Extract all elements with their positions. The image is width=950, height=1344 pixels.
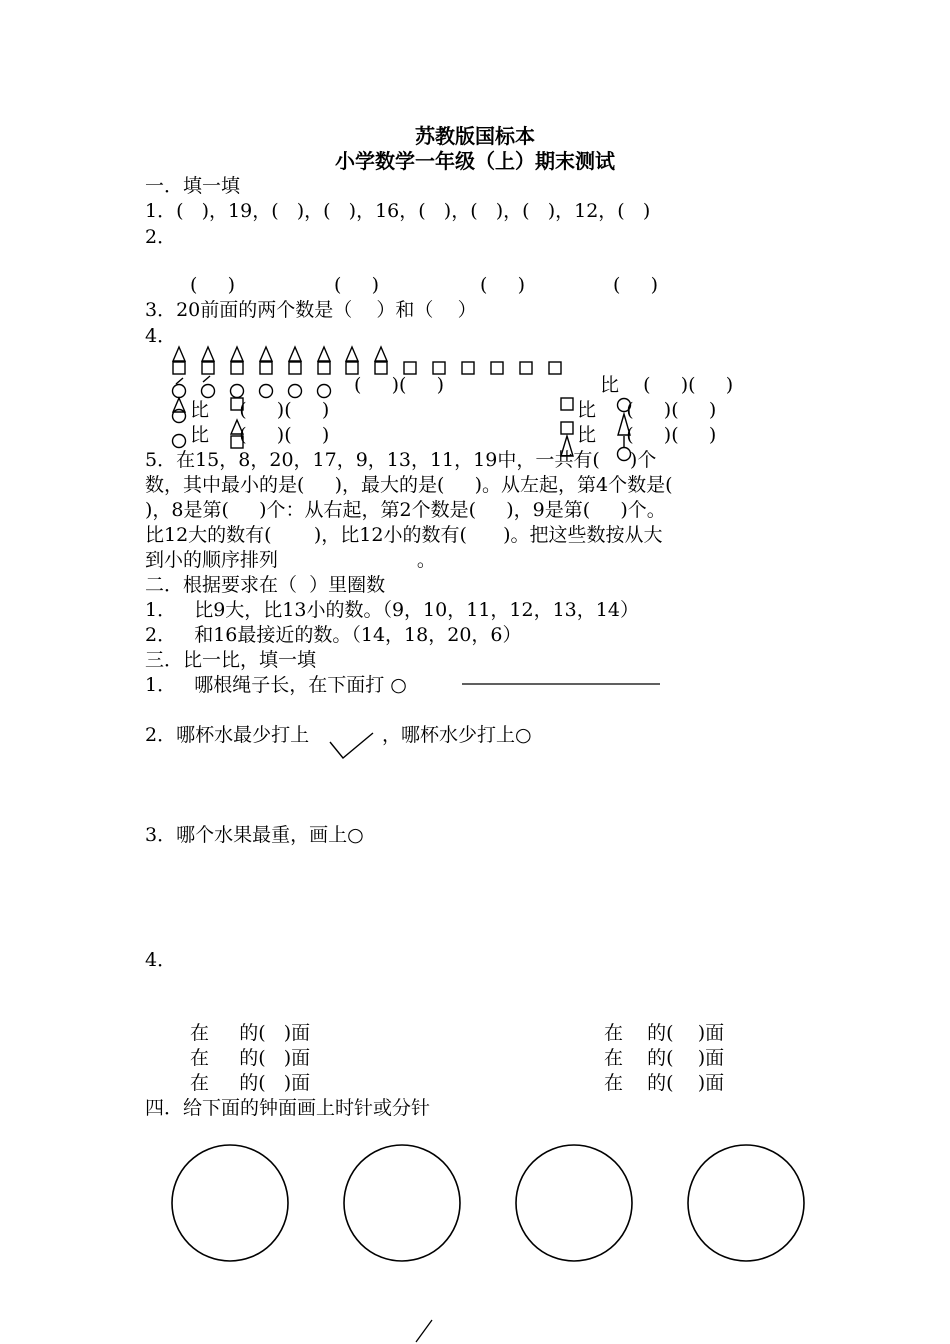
section1-q1: 1．( )，19，( )，( )，16，( )，( )，( )，12，( ) xyxy=(145,200,651,222)
clock-face-3[interactable] xyxy=(516,1145,632,1261)
clock-face-1[interactable] xyxy=(172,1145,288,1261)
section1-q4: 4． xyxy=(145,325,177,347)
q2-blank-1: ( ) xyxy=(190,274,236,296)
square-icon xyxy=(561,398,573,410)
q4-right-row-1: 比 ( )( ) xyxy=(600,374,734,396)
triangle-icon xyxy=(561,436,573,456)
position-left-row-2: 在 的( )面 xyxy=(190,1047,311,1069)
clock-face-2[interactable] xyxy=(344,1145,460,1261)
q4-right-row-2: 比 ( )( ) xyxy=(577,399,717,421)
section1-q2: 2． xyxy=(145,226,177,248)
section1-q5-line-2: 数，其中最小的是( )，最大的是( )。从左起，第4个数是( xyxy=(145,474,673,496)
section1-q5-line-5: 到小的顺序排列 。 xyxy=(145,549,436,571)
position-left-row-1: 在 的( )面 xyxy=(190,1022,311,1044)
section1-heading: 一．填一填 xyxy=(145,175,241,197)
square-icon xyxy=(231,398,243,410)
section1-q5-line-4: 比12大的数有( )，比12小的数有( )。把这些数按从大 xyxy=(145,524,663,546)
q4-right-row-3: 比 ( )( ) xyxy=(577,424,717,446)
q2-blank-3: ( ) xyxy=(480,274,526,296)
position-right-row-1: 在 的( )面 xyxy=(604,1022,725,1044)
section1-q3: 3．20前面的两个数是（ ）和（ ） xyxy=(145,299,477,321)
section3-q3: 3．哪个水果最重，画上○ xyxy=(145,824,364,846)
check-mark-icon xyxy=(330,733,373,758)
section1-q5-line-3: )，8是第( )个：从右起，第2个数是( )，9是第( )个。 xyxy=(145,499,666,521)
clock-face-4[interactable] xyxy=(688,1145,804,1261)
circle-icon xyxy=(618,448,631,461)
section4-heading: 四．给下面的钟面画上时针或分针 xyxy=(145,1097,431,1119)
q4-left-row-2: 比 ( )( ) xyxy=(190,399,330,421)
section1-q5-line-1: 5．在15，8，20，17，9，13，11，19中，一共有( )个 xyxy=(145,449,657,471)
circle-icon-row xyxy=(173,385,331,398)
position-right-row-3: 在 的( )面 xyxy=(604,1072,725,1094)
triangle-icon xyxy=(618,414,630,435)
circle-icon xyxy=(618,399,631,412)
tick-mark xyxy=(176,378,183,384)
q2-blank-2: ( ) xyxy=(334,274,380,296)
section3-q4: 4． xyxy=(145,949,177,971)
section3-q1: 1． 哪根绳子长，在下面打 ○ xyxy=(145,674,407,696)
section2-heading: 二．根据要求在（ ）里圈数 xyxy=(145,574,386,596)
position-left-row-3: 在 的( )面 xyxy=(190,1072,311,1094)
q2-blank-4: ( ) xyxy=(613,274,659,296)
section3-q2-part-a: 2．哪杯水最少打上 xyxy=(145,724,310,746)
partial-line xyxy=(416,1320,432,1342)
page-title: 苏教版国标本 xyxy=(415,124,535,148)
square-icon-row xyxy=(173,362,561,374)
section2-q2: 2． 和16最接近的数。（14，18，20，6） xyxy=(145,624,522,646)
q4-left-row-3: 比 ( )( ) xyxy=(190,424,330,446)
triangle-icon-row xyxy=(173,347,387,361)
section3-heading: 三．比一比，填一填 xyxy=(145,649,317,671)
section2-q1: 1． 比9大，比13小的数。（9，10，11，12，13，14） xyxy=(145,599,639,621)
triangle-icon xyxy=(231,420,243,434)
square-icon xyxy=(231,436,243,448)
tick-mark xyxy=(203,376,210,382)
q4-left-row-1: ( )( ) xyxy=(354,374,445,396)
square-icon xyxy=(561,422,573,434)
position-right-row-2: 在 的( )面 xyxy=(604,1047,725,1069)
section3-q2-part-b: ，哪杯水少打上○ xyxy=(382,724,532,746)
page-subtitle: 小学数学一年级（上）期末测试 xyxy=(335,149,615,173)
circle-icon xyxy=(173,435,186,448)
